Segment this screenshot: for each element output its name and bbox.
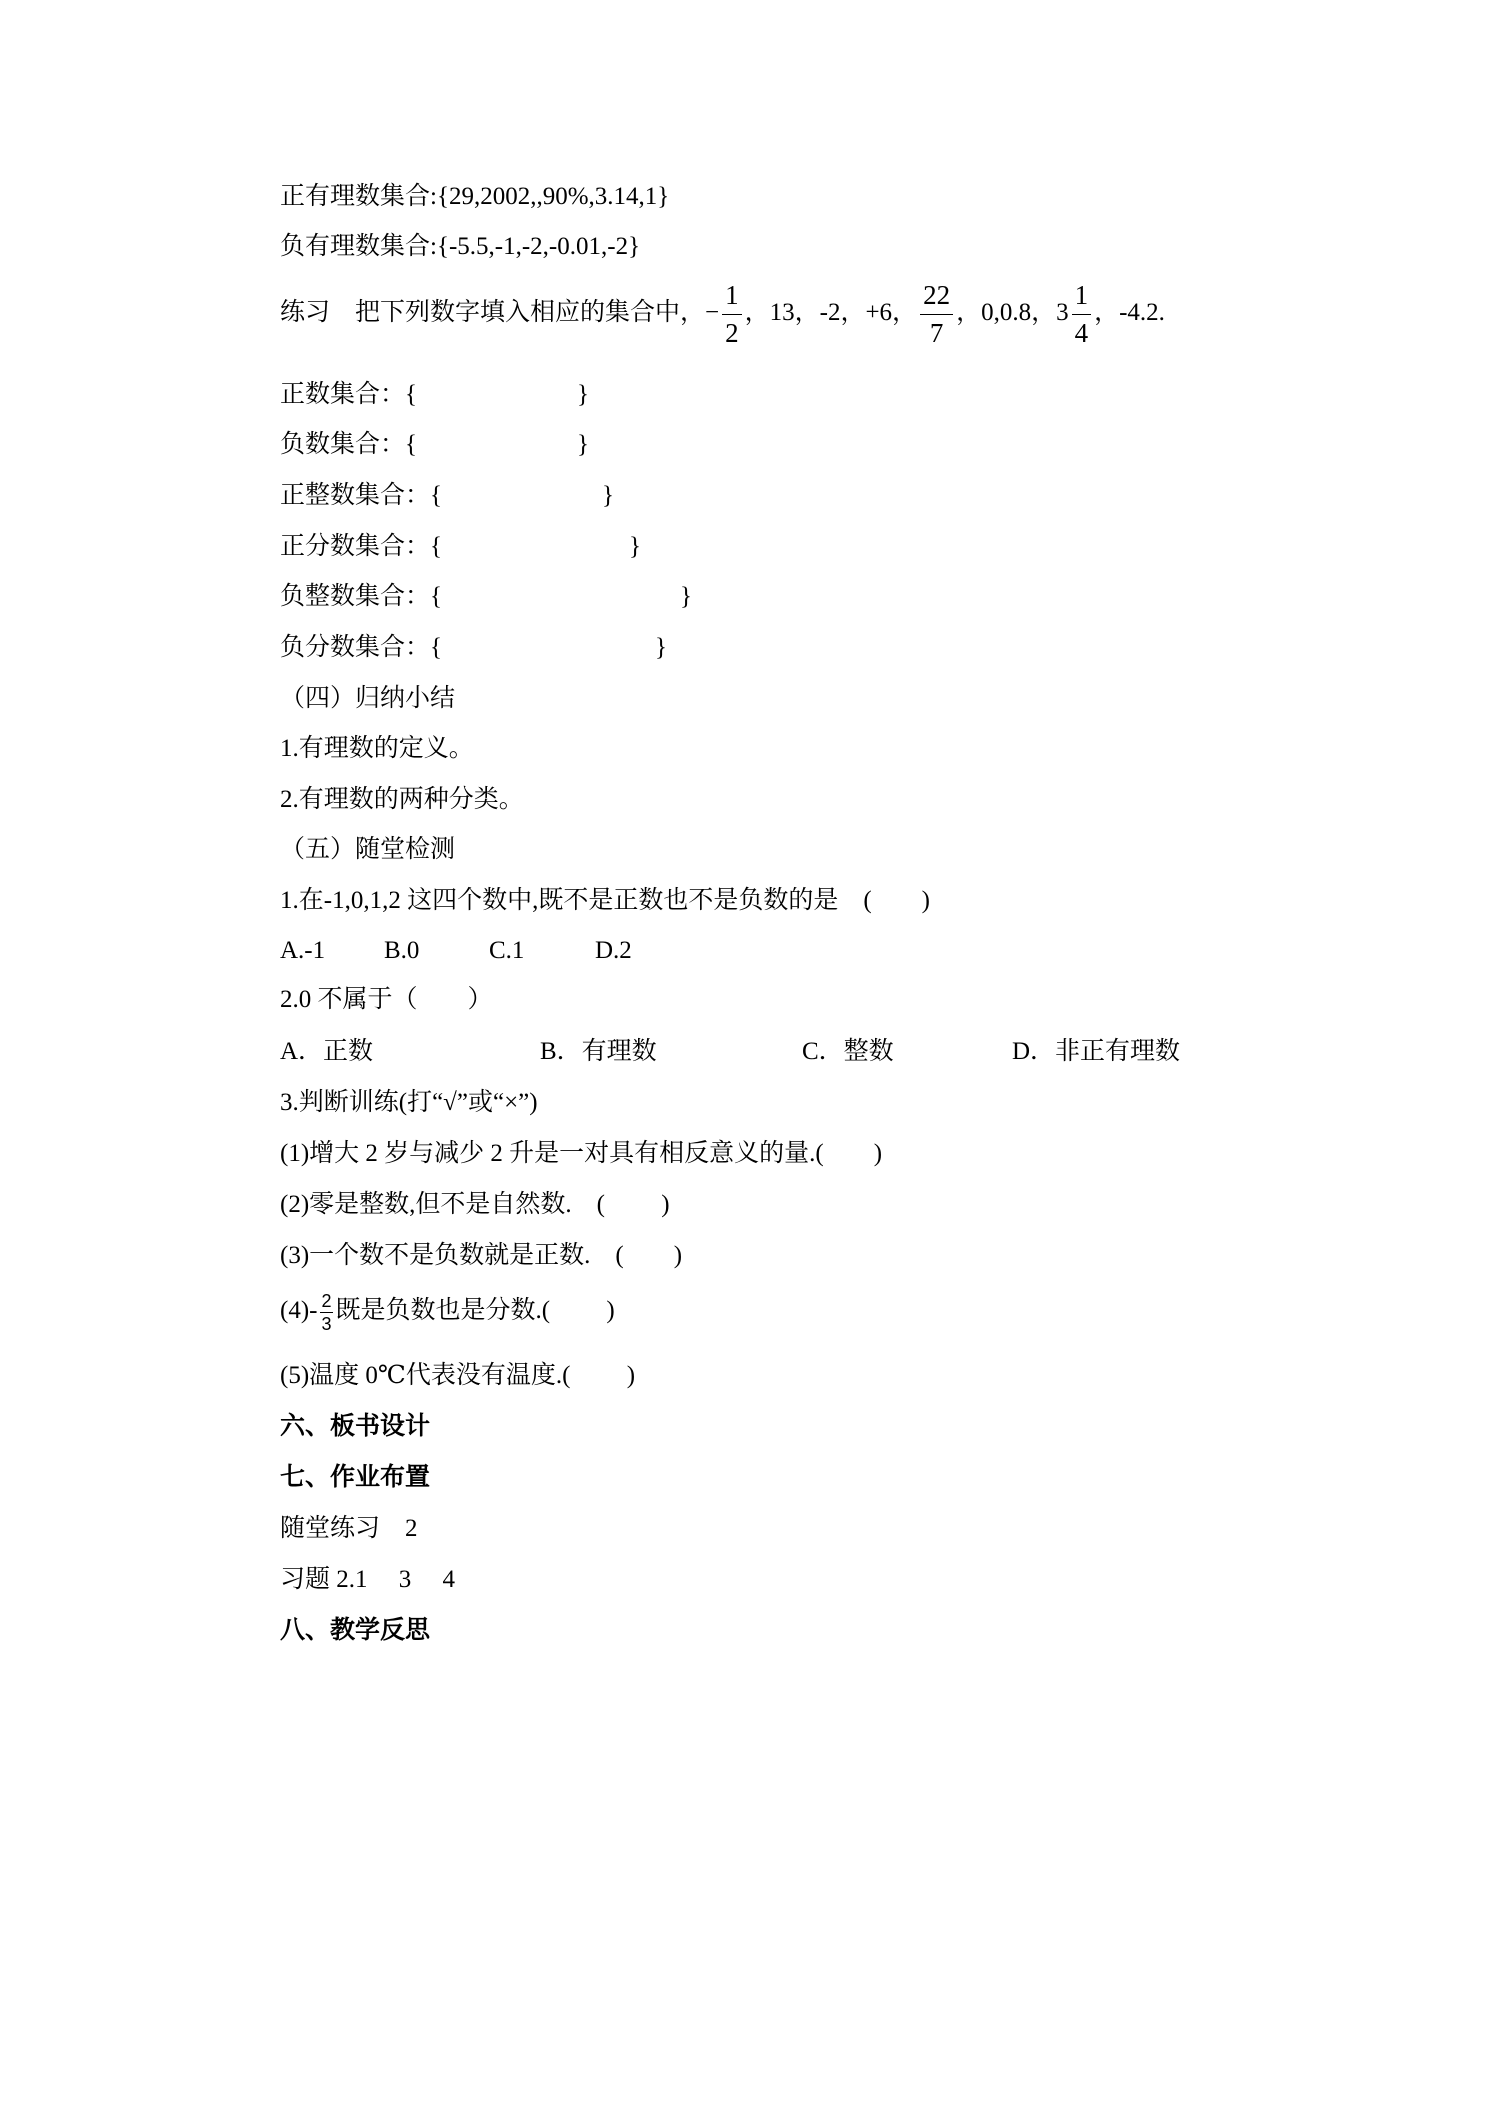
set-close-brace: } — [577, 381, 589, 408]
option-d: D．非正有理数 — [1012, 1038, 1181, 1065]
test-heading: （五）随堂检测 — [280, 836, 456, 863]
option-c: C.1 — [489, 937, 525, 964]
question-1: 1.在-1,0,1,2 这四个数中,既不是正数也不是负数的是 ( ) — [280, 887, 930, 914]
exercise-middle-2: ，0,0.8，3 — [956, 299, 1069, 327]
judge-item-4 — [280, 1284, 615, 1338]
homework-item-1: 随堂练习 2 — [280, 1515, 418, 1542]
summary-item-1: 1.有理数的定义。 — [280, 735, 474, 762]
question-2: 2.0 不属于（ ） — [280, 986, 493, 1013]
fraction-denominator: 4 — [1074, 318, 1089, 348]
fraction-denominator: 2 — [725, 318, 739, 348]
option-d: D.2 — [595, 937, 632, 964]
judge-item-5: (5)温度 0℃代表没有温度.( ) — [280, 1362, 636, 1389]
judge-item-1: (1)增大 2 岁与减少 2 升是一对具有相反意义的量.( ) — [280, 1140, 883, 1167]
negative-rational-set: 负有理数集合:{-5.5,-1,-2,-0.01,-2} — [280, 233, 641, 260]
fraction-one-half — [722, 282, 742, 347]
set-negative — [280, 428, 589, 462]
set-label: 负数集合：{ — [280, 431, 417, 458]
set-close-brace: } — [577, 431, 589, 458]
homework-item-2: 习题 2.1 3 4 — [280, 1566, 456, 1593]
judge-4-suffix: 既是负数也是分数.( ) — [335, 1297, 615, 1324]
section-7-heading: 七、作业布置 — [280, 1464, 431, 1491]
fraction-22-7 — [920, 282, 953, 347]
set-positive-fraction — [280, 530, 641, 564]
set-negative-integer — [280, 580, 692, 614]
fraction-numerator: 22 — [920, 282, 953, 315]
section-6-heading: 六、板书设计 — [280, 1413, 431, 1440]
fraction-denominator: 3 — [321, 1313, 332, 1334]
fraction-denominator: 7 — [929, 318, 944, 348]
set-label: 负分数集合：{ — [280, 634, 443, 661]
question-2-options — [280, 1035, 1180, 1069]
judge-4-prefix: (4)- — [280, 1297, 318, 1324]
exercise-suffix: ，-4.2. — [1094, 299, 1165, 327]
exercise-prefix: 练习 把下列数字填入相应的集合中， — [280, 299, 706, 327]
judge-item-3: (3)一个数不是负数就是正数. ( ) — [280, 1242, 683, 1269]
section-8-heading: 八、教学反思 — [280, 1617, 431, 1644]
option-b: B．有理数 — [540, 1038, 657, 1065]
exercise-middle-1: ，13，-2，+6， — [744, 299, 918, 327]
option-b: B.0 — [384, 937, 420, 964]
question-3: 3.判断训练(打“√”或“×”) — [280, 1089, 538, 1116]
option-a: A.-1 — [280, 937, 326, 964]
set-close-brace: } — [655, 634, 668, 661]
set-positive-integer — [280, 479, 614, 513]
positive-rational-set: 正有理数集合:{29,2002,,90%,3.14,1} — [280, 183, 670, 210]
fraction-two-thirds — [320, 1292, 332, 1333]
set-label: 正分数集合：{ — [280, 533, 443, 560]
option-c: C．整数 — [802, 1038, 894, 1065]
fraction-numerator: 2 — [321, 1290, 332, 1311]
set-close-brace: } — [629, 533, 642, 560]
exercise-line — [280, 282, 1165, 347]
minus-sign: − — [705, 299, 720, 327]
judge-item-2: (2)零是整数,但不是自然数. ( ) — [280, 1191, 670, 1218]
set-label: 负整数集合：{ — [280, 583, 443, 610]
summary-heading: （四）归纳小结 — [280, 685, 456, 712]
fraction-numerator: 1 — [722, 282, 742, 315]
set-label: 正整数集合：{ — [280, 482, 443, 509]
set-negative-fraction — [280, 631, 667, 665]
fraction-numerator: 1 — [1072, 282, 1092, 315]
set-close-brace: } — [680, 583, 693, 610]
option-a: A．正数 — [280, 1038, 374, 1065]
set-close-brace: } — [602, 482, 615, 509]
question-1-options — [280, 934, 632, 968]
set-label: 正数集合：{ — [280, 381, 417, 408]
summary-item-2: 2.有理数的两种分类。 — [280, 786, 524, 813]
fraction-one-quarter — [1072, 282, 1092, 347]
set-positive — [280, 378, 589, 412]
